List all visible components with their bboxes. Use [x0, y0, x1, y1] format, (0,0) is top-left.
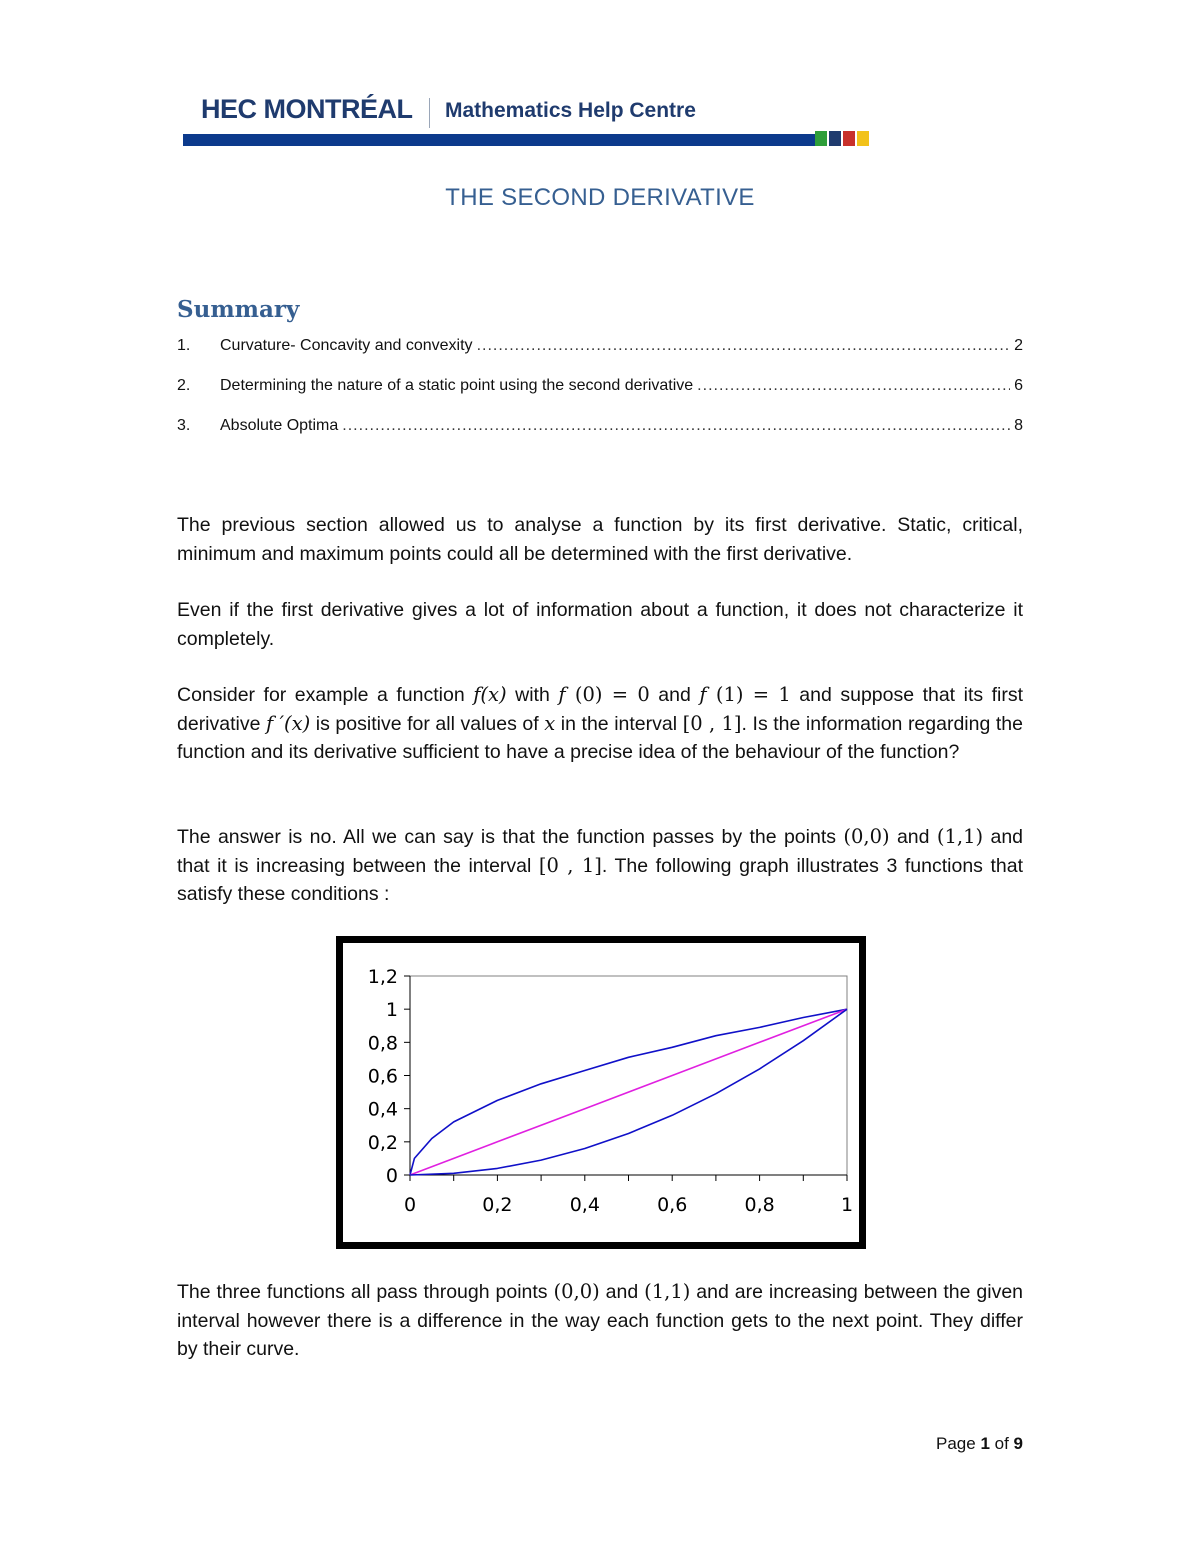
y-tick-label: 1,2	[367, 966, 398, 988]
p4-text-3: and that it is increasing between the interval	[177, 826, 1024, 877]
y-tick-label: 0,8	[367, 1032, 398, 1055]
header-accent-green	[815, 131, 827, 146]
math-f0-val: (0) = 0	[565, 683, 650, 706]
summary-heading: Summary	[177, 296, 300, 323]
math-f1-f: f	[699, 683, 707, 706]
toc-item-2[interactable]	[177, 377, 1023, 399]
table-of-contents-2	[177, 377, 1023, 399]
toc-page: 2	[1014, 337, 1023, 354]
p5-text-2: and	[599, 1281, 645, 1303]
table-of-contents-3	[177, 417, 1023, 439]
p3-text-7: . Is the information regarding the function and its derivative sufficient to have a precise idea of the behaviour of the function?	[177, 712, 1023, 763]
toc-number: 1.	[177, 337, 191, 354]
centre-name: Mathematics Help Centre	[445, 99, 696, 122]
math-f1-val: (1) = 1	[706, 683, 791, 706]
function-chart	[336, 936, 866, 1249]
document-title: THE SECOND DERIVATIVE	[445, 184, 755, 211]
p5-text-1: The three functions all pass through points	[177, 1281, 554, 1303]
math-x: x	[544, 711, 556, 735]
toc-item-3[interactable]	[177, 417, 1023, 439]
table-of-contents	[177, 337, 1023, 359]
toc-label: Curvature- Concavity and convexity	[220, 337, 473, 354]
math-f0-f: f	[558, 683, 566, 706]
p4-text-2: and	[889, 826, 937, 848]
paragraph-5	[177, 1278, 1023, 1364]
toc-leader	[477, 337, 1011, 355]
x-tick-label: 0,8	[744, 1194, 775, 1216]
hec-logo: HEC MONTRÉAL	[201, 94, 413, 124]
page-footer	[936, 1434, 1023, 1454]
chart-svg	[343, 943, 859, 1242]
math-interval: [0 , 1]	[538, 853, 602, 877]
toc-leader	[342, 417, 1010, 435]
math-interval: [0 , 1]	[682, 711, 742, 735]
math-fprime: f ′(x)	[266, 711, 311, 735]
p3-text-6: in the interval	[555, 712, 683, 735]
header-bar	[183, 134, 815, 146]
math-fx: f(x)	[473, 683, 507, 706]
header-accent-navy	[829, 131, 841, 146]
math-point-11: (1,1)	[936, 825, 984, 848]
header-divider	[429, 98, 430, 128]
header-accent-yellow	[857, 131, 869, 146]
y-tick-label: 0,2	[367, 1131, 398, 1154]
page-header	[183, 92, 869, 150]
x-tick-label: 0,2	[482, 1194, 513, 1216]
paragraph-1: The previous section allowed us to analyse a function by its first derivative. Static, critical, minimum and maximum points could all be determined with the first derivative.	[177, 514, 1023, 565]
p3-text-2: with	[506, 684, 559, 706]
toc-page: 6	[1014, 377, 1023, 394]
x-tick-label: 0	[403, 1194, 417, 1216]
p3-text-1: Consider for example a function	[177, 684, 474, 706]
y-tick-label: 0,4	[367, 1098, 398, 1121]
toc-label: Absolute Optima	[220, 417, 339, 434]
p4-text-1: The answer is no. All we can say is that the function passes by the points	[177, 826, 844, 848]
footer-total-pages: 9	[1013, 1434, 1023, 1453]
x-tick-label: 0,6	[657, 1194, 688, 1216]
math-point-00: (0,0)	[843, 825, 890, 848]
plot-area	[410, 976, 847, 1175]
x-tick-label: 0,4	[569, 1194, 600, 1216]
toc-number: 2.	[177, 377, 191, 394]
footer-of-label: of	[989, 1434, 1014, 1453]
p5-text-3: and are increasing between the given interval however there is a difference in the way each function gets to the next point. They differ by their curve.	[177, 1281, 1024, 1360]
paragraph-4	[177, 823, 1023, 909]
p4-text-4: . The following graph illustrates 3 functions that satisfy these conditions :	[177, 854, 1024, 905]
y-tick-label: 0	[385, 1165, 398, 1187]
toc-label: Determining the nature of a static point using the second derivative	[220, 377, 694, 394]
toc-leader	[697, 377, 1010, 395]
y-tick-label: 1	[385, 999, 398, 1022]
x-tick-label: 1	[840, 1194, 854, 1216]
toc-item-1[interactable]	[177, 337, 1023, 359]
math-point-11: (1,1)	[644, 1280, 691, 1303]
p3-text-5: is positive for all values of	[310, 712, 545, 735]
paragraph-3	[177, 681, 1023, 767]
header-accent-red	[843, 131, 855, 146]
y-tick-label: 0,6	[367, 1065, 398, 1088]
math-point-00: (0,0)	[553, 1280, 600, 1303]
toc-number: 3.	[177, 417, 191, 434]
toc-page: 8	[1014, 417, 1023, 434]
footer-page-num: 1	[980, 1434, 990, 1453]
p3-text-4: and suppose that its first derivative	[177, 684, 1024, 735]
paragraph-2: Even if the first derivative gives a lot of information about a function, it does not characterize it completely.	[177, 599, 1023, 650]
p3-text-3: and	[649, 684, 700, 706]
footer-page-label: Page	[936, 1434, 981, 1453]
